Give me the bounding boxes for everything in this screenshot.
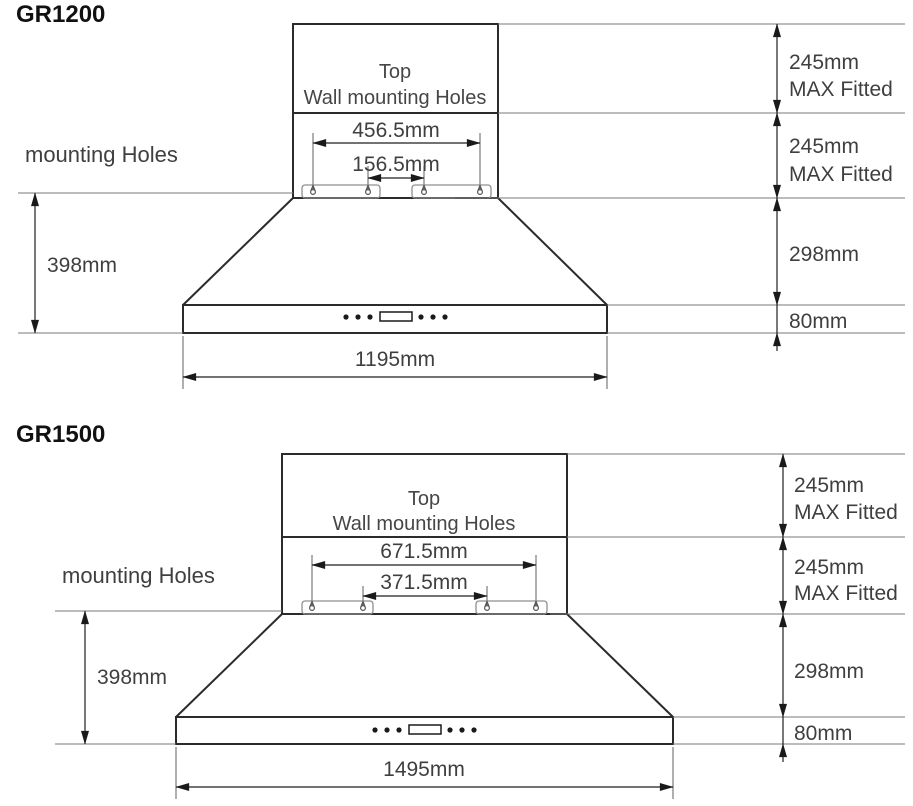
mounting-brackets: [302, 601, 547, 614]
overall-width-dimension: [176, 747, 673, 799]
outer-holes-width-label: 456.5mm: [352, 119, 440, 142]
canopy-height-label: 298mm: [789, 243, 860, 266]
inner-holes-dimension: [363, 571, 487, 606]
lower-duct-height-label: 245mm: [789, 135, 860, 158]
button-dot: [372, 727, 377, 732]
button-dot: [384, 727, 389, 732]
button-dot: [343, 314, 348, 319]
button-dot: [447, 727, 452, 732]
left-height-label: 398mm: [97, 666, 168, 689]
button-dot: [418, 314, 423, 319]
overall-width-label: 1195mm: [354, 348, 436, 371]
base-height-label: 80mm: [789, 310, 848, 333]
button-dot: [355, 314, 360, 319]
button-dot: [430, 314, 435, 319]
top-wall-label-line1: Top: [378, 61, 412, 83]
display-window: [409, 725, 441, 734]
button-dot: [396, 727, 401, 732]
keyhole-icon: [485, 602, 490, 611]
control-panel: [372, 725, 476, 734]
mounting-holes-label: mounting Holes: [25, 142, 178, 167]
button-dot: [367, 314, 372, 319]
lower-duct-note-label: MAX Fitted: [789, 163, 893, 186]
overall-width-label: 1495mm: [383, 758, 465, 781]
outer-holes-width-label: 671.5mm: [380, 540, 468, 563]
hood-base: [176, 717, 673, 744]
diagram-gr1500: [16, 421, 905, 799]
right-dimension-chain: [783, 454, 898, 762]
canopy-left-slope: [183, 198, 293, 305]
right-dimension-chain: [777, 24, 893, 351]
inner-holes-width-label: 156.5mm: [352, 153, 440, 176]
lower-duct-note-label: MAX Fitted: [794, 582, 898, 605]
keyhole-icon: [361, 602, 366, 611]
keyhole-icon: [478, 186, 483, 195]
keyhole-icon: [311, 186, 316, 195]
model-title: GR1500: [16, 421, 106, 448]
model-title: GR1200: [16, 1, 106, 28]
upper-duct-note-label: MAX Fitted: [794, 501, 898, 524]
upper-duct-height-label: 245mm: [794, 474, 865, 497]
diagram-gr1200: [16, 1, 905, 389]
left-height-label: 398mm: [47, 254, 118, 277]
overall-width-dimension: [183, 336, 607, 389]
canopy-right-slope: [498, 198, 607, 305]
keyhole-icon: [422, 186, 427, 195]
keyhole-icon: [310, 602, 315, 611]
inner-holes-width-label: 371.5mm: [380, 571, 468, 594]
canopy-left-slope: [176, 614, 282, 717]
top-wall-label-line1: Top: [407, 488, 441, 510]
canopy-right-slope: [567, 614, 673, 717]
mounting-holes-label: mounting Holes: [62, 563, 215, 588]
keyhole-icon: [366, 186, 371, 195]
mounting-brackets: [302, 185, 491, 198]
upper-duct-height-label: 245mm: [789, 51, 860, 74]
button-dot: [471, 727, 476, 732]
button-dot: [442, 314, 447, 319]
base-height-label: 80mm: [794, 722, 853, 745]
top-wall-label-line2: Wall mounting Holes: [303, 87, 487, 109]
button-dot: [459, 727, 464, 732]
canopy-height-label: 298mm: [794, 660, 865, 683]
control-panel: [343, 312, 447, 321]
top-wall-label-line2: Wall mounting Holes: [332, 513, 516, 535]
display-window: [380, 312, 412, 321]
keyhole-icon: [534, 602, 539, 611]
lower-duct-height-label: 245mm: [794, 556, 865, 579]
upper-duct-note-label: MAX Fitted: [789, 78, 893, 101]
hood-base: [183, 305, 607, 333]
